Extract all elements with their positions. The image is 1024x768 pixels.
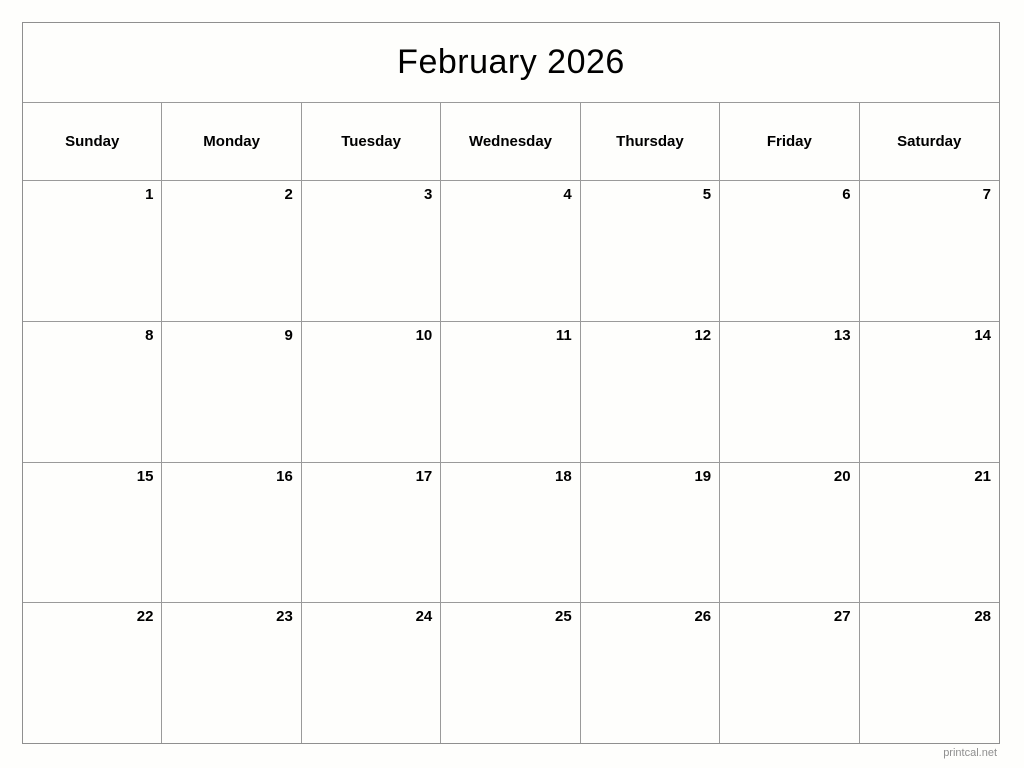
day-cell xyxy=(581,322,720,462)
day-number: 13 xyxy=(833,326,851,344)
day-number: 28 xyxy=(974,608,991,626)
day-cell xyxy=(23,322,162,462)
day-number: 1 xyxy=(145,186,154,203)
day-number: 24 xyxy=(415,608,433,626)
day-cell xyxy=(720,463,859,603)
day-cell xyxy=(581,181,720,321)
day-cell xyxy=(720,181,859,321)
day-number: 18 xyxy=(555,467,572,485)
day-cell xyxy=(302,322,441,462)
day-number: 4 xyxy=(563,186,572,203)
day-cell xyxy=(860,463,999,603)
watermark-text: printcal.net xyxy=(943,747,997,759)
day-number: 14 xyxy=(974,326,991,344)
day-number: 22 xyxy=(136,608,154,626)
day-cell xyxy=(860,603,999,743)
day-cell xyxy=(162,603,301,743)
day-number: 26 xyxy=(694,608,712,626)
day-number: 11 xyxy=(555,326,572,344)
day-cell xyxy=(302,463,441,603)
day-cell xyxy=(162,322,301,462)
day-number: 15 xyxy=(136,467,154,485)
week-row-4 xyxy=(23,603,999,743)
weekday-header-row xyxy=(23,103,999,181)
day-cell xyxy=(720,603,859,743)
day-number: 17 xyxy=(415,467,433,485)
day-cell xyxy=(860,181,999,321)
day-cell xyxy=(302,603,441,743)
day-number: 12 xyxy=(694,326,712,344)
day-number: 20 xyxy=(833,467,851,485)
week-row-1 xyxy=(23,181,999,322)
calendar-title: February 2026 xyxy=(23,23,999,103)
day-number: 8 xyxy=(145,326,154,344)
day-cell xyxy=(23,181,162,321)
day-number: 5 xyxy=(702,186,712,203)
day-cell xyxy=(23,603,162,743)
weekday-header-friday: Friday xyxy=(720,103,859,180)
day-cell xyxy=(441,181,580,321)
calendar-grid xyxy=(22,22,1000,744)
day-cell xyxy=(581,603,720,743)
day-cell xyxy=(23,463,162,603)
weekday-header-monday: Monday xyxy=(162,103,301,180)
day-number: 25 xyxy=(555,608,572,626)
day-number: 10 xyxy=(415,326,433,344)
weekday-header-tuesday: Tuesday xyxy=(302,103,441,180)
day-number: 23 xyxy=(276,608,293,626)
weekday-header-sunday: Sunday xyxy=(23,103,162,180)
weekday-header-thursday: Thursday xyxy=(581,103,720,180)
day-number: 16 xyxy=(276,467,293,485)
day-number: 7 xyxy=(982,186,991,203)
day-number: 9 xyxy=(284,326,293,344)
day-cell xyxy=(720,322,859,462)
day-cell xyxy=(441,603,580,743)
day-number: 19 xyxy=(694,467,712,485)
day-cell xyxy=(302,181,441,321)
day-cell xyxy=(441,463,580,603)
weekday-header-saturday: Saturday xyxy=(897,133,962,150)
day-number: 2 xyxy=(284,186,293,203)
day-cell xyxy=(860,322,999,462)
day-number: 6 xyxy=(842,186,851,203)
week-row-2 xyxy=(23,322,999,463)
day-cell xyxy=(162,181,301,321)
day-cell xyxy=(441,322,580,462)
day-cell xyxy=(162,463,301,603)
day-number: 21 xyxy=(974,467,991,485)
day-number: 27 xyxy=(833,608,851,626)
weekday-header-wednesday: Wednesday xyxy=(441,103,580,180)
day-cell xyxy=(581,463,720,603)
day-number: 3 xyxy=(423,186,433,203)
week-row-3 xyxy=(23,463,999,604)
